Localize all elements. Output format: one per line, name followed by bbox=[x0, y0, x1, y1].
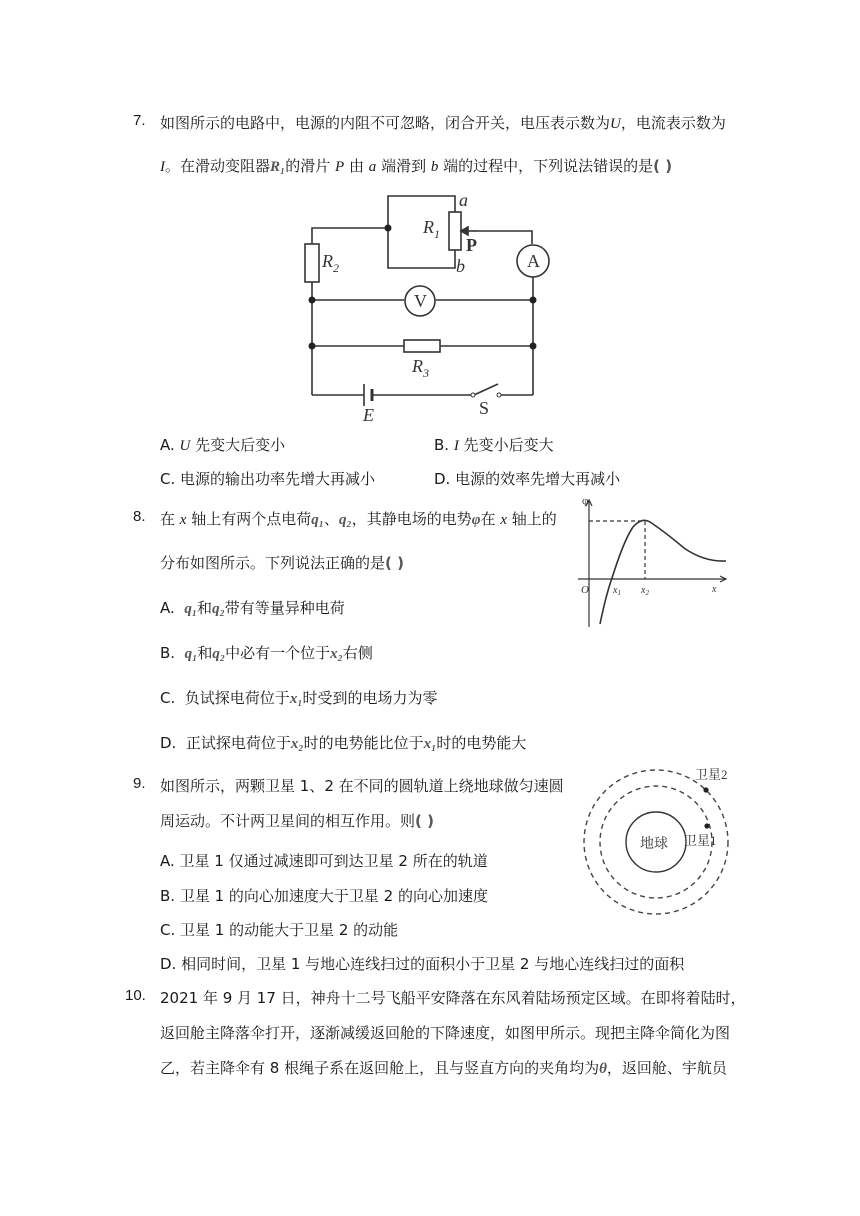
q8-option-d: D. 正试探电荷位于x₂时的电势能比位于x₁时的电势能大 bbox=[160, 734, 527, 752]
ammeter-label: A bbox=[527, 251, 540, 271]
label-b: b bbox=[456, 256, 465, 276]
q10-number: 10. bbox=[125, 987, 146, 1004]
q10-line2: 返回舱主降落伞打开，逐渐减缓返回舱的下降速度，如图甲所示。现把主降伞简化为图 bbox=[160, 1024, 731, 1042]
earth-label: 地球 bbox=[640, 837, 668, 852]
label-e: E bbox=[363, 405, 374, 425]
label-r3: $R_3$ bbox=[412, 356, 429, 380]
q7-number: 7. bbox=[133, 112, 146, 129]
q7-option-b: B. I 先变小后变大 bbox=[434, 436, 554, 454]
label-s: S bbox=[479, 398, 490, 418]
label-p: P bbox=[466, 235, 477, 255]
origin-label: O bbox=[581, 584, 589, 596]
q7-stem-line1: 如图所示的电路中，电源的内阻不可忽略，闭合开关，电压表示数为U，电流表示数为 bbox=[160, 114, 726, 132]
q10-line1: 2021 年 9 月 17 日，神舟十二号飞船平安降落在东风着陆场预定区域。在即将着陆时， bbox=[160, 989, 746, 1007]
satellite-2-label: 卫星2 bbox=[695, 767, 728, 782]
q9-option-c: C. 卫星 1 的动能大于卫星 2 的动能 bbox=[160, 921, 399, 939]
q7-option-d: D. 电源的效率先增大再减小 bbox=[434, 470, 621, 488]
label-r1: $R_1$ bbox=[423, 217, 440, 241]
answer-bracket: ( ) bbox=[415, 812, 434, 830]
answer-bracket: ( ) bbox=[653, 157, 673, 175]
q9-number: 9. bbox=[133, 775, 146, 792]
q8-option-b: B. q₁和q₂中必有一个位于x₂右侧 bbox=[160, 644, 373, 662]
q7-stem-line2: I。在滑动变阻器R₁的滑片 P 由 a 端滑到 b 端的过程中，下列说法错误的是( ) bbox=[160, 157, 673, 175]
circuit-diagram bbox=[290, 185, 570, 425]
q8-number: 8. bbox=[133, 508, 146, 525]
voltmeter-label: V bbox=[414, 291, 427, 311]
q9-option-d: D. 相同时间，卫星 1 与地心连线扫过的面积小于卫星 2 与地心连线扫过的面积 bbox=[160, 955, 685, 973]
answer-bracket: ( ) bbox=[385, 554, 404, 572]
q8-option-a: A. q₁和q₂带有等量异种电荷 bbox=[160, 599, 345, 617]
q8-stem-line1: 在 x 轴上有两个点电荷q₁、q₂，其静电场的电势φ在 x 轴上的 bbox=[160, 510, 557, 528]
x2-label: $x_2$ bbox=[641, 585, 649, 597]
q9-option-b: B. 卫星 1 的向心加速度大于卫星 2 的向心加速度 bbox=[160, 887, 488, 905]
satellite-1-label: 卫星1 bbox=[684, 833, 717, 848]
potential-graph bbox=[575, 495, 735, 630]
label-r2: $R_2$ bbox=[322, 251, 339, 275]
q7-option-c: C. 电源的输出功率先增大再减小 bbox=[160, 470, 376, 488]
q9-option-a: A. 卫星 1 仅通过减速即可到达卫星 2 所在的轨道 bbox=[160, 852, 488, 870]
q8-option-c: C. 负试探电荷位于x₁时受到的电场力为零 bbox=[160, 689, 438, 707]
q9-stem-line2: 周运动。不计两卫星间的相互作用。则( ) bbox=[160, 812, 434, 830]
q7-option-a: A. U 先变大后变小 bbox=[160, 436, 286, 454]
orbit-diagram bbox=[578, 765, 738, 925]
x1-label: $x_1$ bbox=[613, 585, 621, 597]
q10-line3: 乙，若主降伞有 8 根绳子系在返回舱上，且与竖直方向的夹角均为θ，返回舱、宇航员 bbox=[160, 1059, 727, 1077]
q9-stem-line1: 如图所示，两颗卫星 1、2 在不同的圆轨道上绕地球做匀速圆 bbox=[160, 777, 564, 795]
x-axis-label: x bbox=[712, 584, 717, 595]
phi-axis-label: φ bbox=[582, 495, 589, 507]
q8-stem-line2: 分布如图所示。下列说法正确的是( ) bbox=[160, 554, 404, 572]
label-a: a bbox=[459, 190, 468, 210]
